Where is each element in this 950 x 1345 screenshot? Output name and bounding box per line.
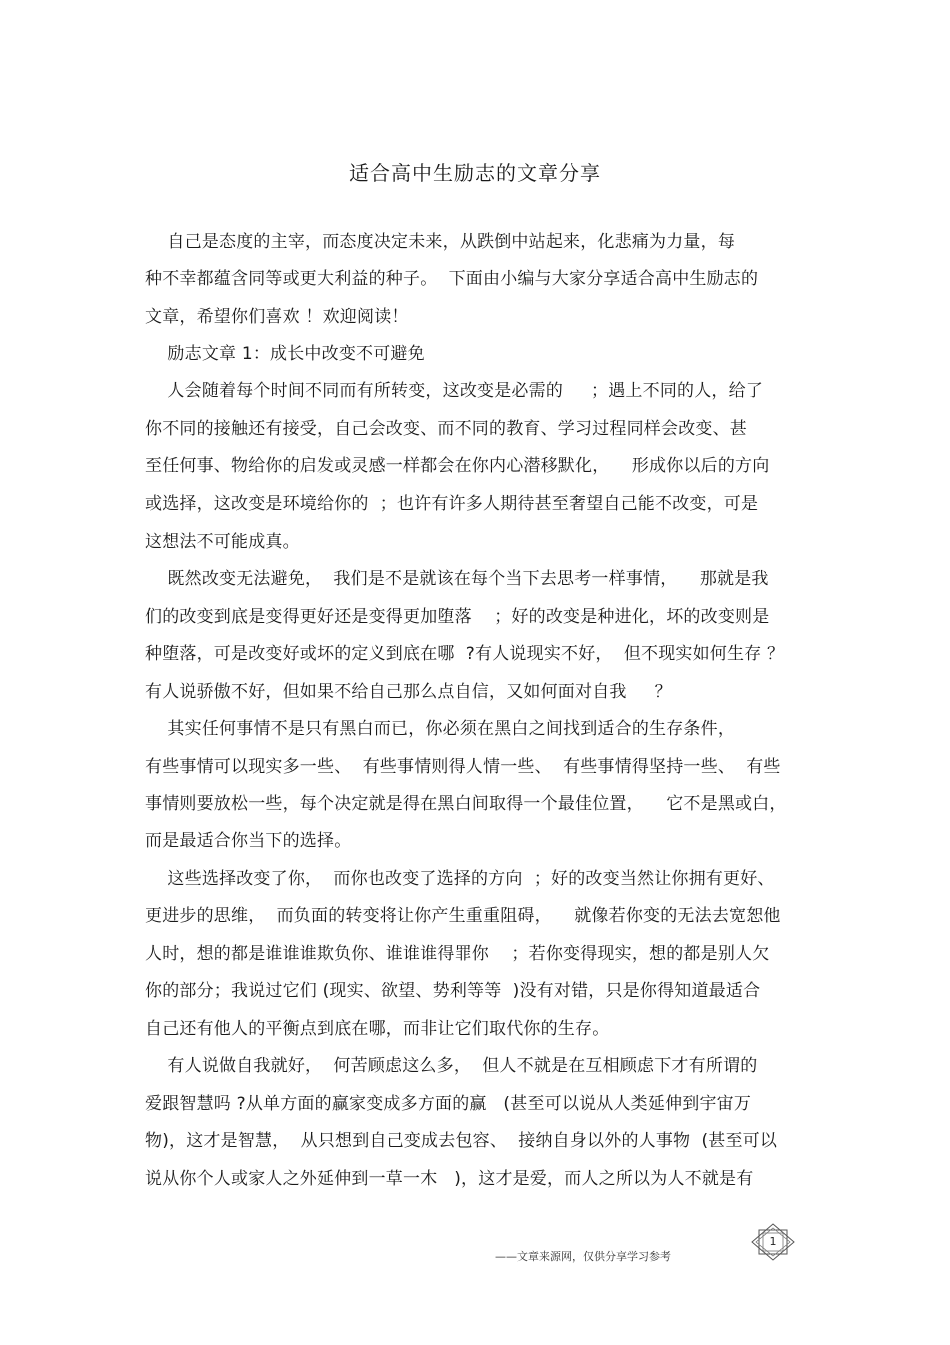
body-line: 有人说骄傲不好，但如果不给自己那么点自信，又如何面对自我 ？ [145, 682, 672, 702]
body-line: 们的改变到底是变得更好还是变得更加堕落 ；好的改变是种进化，坏的改变则是 [145, 607, 770, 627]
body-line: 种不幸都蕴含同等或更大利益的种子。 下面由小编与大家分享适合高中生励志的 [145, 269, 759, 289]
body-line: 而是最适合你当下的选择。 [145, 831, 352, 851]
body-line: 有人说做自我就好， 何苦顾虑这么多， 但人不就是在互相顾虑下才有所谓的 [145, 1056, 758, 1076]
body-line: 既然改变无法避免， 我们是不是就该在每个当下去思考一样事情， 那就是我 [145, 569, 769, 589]
body-line: 自己还有他人的平衡点到底在哪，而非让它们取代你的生存。 [145, 1019, 610, 1039]
body-line: 文章，希望你们喜欢 ！欢迎阅读！ [145, 307, 409, 327]
body-line: 至任何事、物给你的启发或灵感一样都会在你内心潜移默化， 形成你以后的方向 [145, 456, 770, 476]
body-line: 励志文章 1：成长中改变不可避免 [145, 344, 425, 364]
body-line: 这些选择改变了你， 而你也改变了选择的方向 ；好的改变当然让你拥有更好、 [145, 869, 775, 889]
body-line: 这想法不可能成真。 [145, 532, 300, 552]
body-line: 或选择，这改变是环境给你的 ；也许有许多人期待甚至奢望自己能不改变，可是 [145, 494, 759, 514]
footer-source-note: ——文章来源网，仅供分享学习参考 [495, 1250, 671, 1263]
page-title: 适合高中生励志的文章分享 [349, 161, 601, 185]
body-line: 你不同的接触还有接受，自己会改变、而不同的教育、学习过程同样会改变、甚 [145, 419, 747, 439]
body-line: 自己是态度的主宰，而态度决定未来，从跌倒中站起来，化悲痛为力量，每 [145, 232, 736, 252]
body-line: 人时，想的都是谁谁谁欺负你、谁谁谁得罪你 ；若你变得现实，想的都是别人欠 [145, 944, 770, 964]
page-number: 1 [769, 1235, 777, 1248]
body-line: 你的部分；我说过它们 (现实、欲望、势利等等 )没有对错，只是你得知道最适合 [145, 981, 761, 1001]
body-line: 种堕落，可是改变好或坏的定义到底在哪 ?有人说现实不好， 但不现实如何生存 ？ [145, 644, 785, 664]
body-line: 更进步的思维， 而负面的转变将让你产生重重阻碍， 就像若你变的无法去宽恕他 [145, 906, 781, 926]
body-line: 人会随着每个时间不同而有所转变，这改变是必需的 ；遇上不同的人，给了 [145, 381, 764, 401]
page-number-badge [748, 1222, 798, 1262]
body-line: 事情则要放松一些，每个决定就是得在黑白间取得一个最佳位置， 它不是黑或白， [145, 794, 787, 814]
body-line: 其实任何事情不是只有黑白而已，你必须在黑白之间找到适合的生存条件， [145, 719, 736, 739]
body-line: 说从你个人或家人之外延伸到一草一木 )，这才是爱，而人之所以为人不就是有 [145, 1169, 754, 1189]
body-line: 爱跟智慧吗 ?从单方面的赢家变成多方面的赢 (甚至可以说从人类延伸到宇宙万 [145, 1094, 752, 1114]
body-line: 有些事情可以现实多一些、 有些事情则得人情一些、 有些事情得坚持一些、 有些 [145, 757, 781, 777]
body-line: 物)，这才是智慧， 从只想到自己变成去包容、 接纳自身以外的人事物 (甚至可以 [145, 1131, 778, 1151]
